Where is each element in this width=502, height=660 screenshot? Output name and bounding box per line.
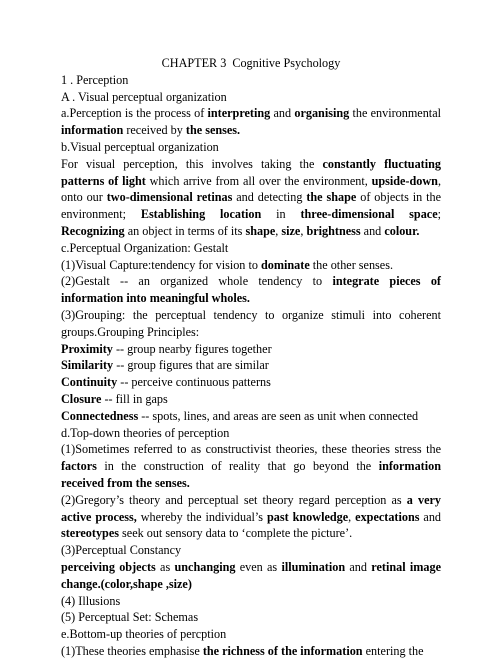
text-run: (2)Gestalt -- an organized whole tendency to — [61, 274, 333, 289]
bold-run: constantly fluctuating patterns of light — [61, 156, 441, 188]
bold-run: brightness — [306, 223, 361, 238]
paragraph-gregory-theory — [61, 492, 441, 542]
principle-proximity — [61, 341, 441, 358]
item-perceptual-set: (5) Perceptual Set: Schemas — [61, 610, 199, 625]
principle-name: Similarity — [61, 358, 114, 373]
bold-run: past knowledge — [267, 509, 349, 524]
text-run: in the construction of reality that go beyond the — [96, 459, 379, 474]
text-run: an object in terms of its — [124, 223, 246, 238]
text-run: , — [275, 223, 282, 238]
text-run: ; — [437, 207, 441, 222]
text-run: , — [300, 223, 307, 238]
bold-run: Recognizing — [61, 223, 125, 238]
text-run: and — [419, 509, 442, 524]
principle-name: Connectedness — [61, 408, 139, 423]
bold-run: a very active process, — [61, 492, 441, 524]
text-run: For visual perception, this involves taking the — [61, 156, 323, 171]
subheading-gestalt: c.Perceptual Organization: Gestalt — [61, 240, 229, 255]
principle-connectedness — [61, 408, 441, 425]
text-run: and — [360, 223, 385, 238]
text-run: the environmental — [349, 106, 441, 121]
text-run: even as — [235, 559, 282, 574]
subheading-bottom-up: e.Bottom-up theories of percption — [61, 627, 227, 642]
text-run: and — [270, 106, 295, 121]
subheading-top-down: d.Top-down theories of perception — [61, 425, 230, 440]
text-run: in — [261, 207, 301, 222]
bold-run: perceiving objects — [61, 559, 156, 574]
bold-run: integrate pieces of information into meaningful wholes. — [61, 274, 441, 306]
chapter-number: CHAPTER 3 — [161, 56, 227, 70]
section-heading-visual-organization: A . Visual perceptual organization — [61, 89, 227, 104]
principle-desc: -- spots, lines, and areas are seen as unit when connected — [138, 408, 419, 423]
text-run: , onto our — [61, 173, 441, 205]
bold-run: expectations — [355, 509, 420, 524]
item-illusions: (4) Illusions — [61, 593, 121, 608]
section-heading-perception: 1 . Perception — [61, 72, 129, 87]
paragraph-constructivist — [61, 441, 441, 491]
bold-run: Establishing — [140, 207, 206, 222]
bold-run: shape — [245, 223, 276, 238]
text-run: (1)Sometimes referred to as constructivist theories, these theories stress the — [61, 442, 441, 457]
text-run: and — [345, 559, 372, 574]
bold-run: size — [281, 223, 301, 238]
document-page — [61, 55, 441, 660]
bold-run: location — [220, 207, 262, 222]
bold-run: dominate — [260, 257, 310, 272]
paragraph-perception-definition — [61, 105, 441, 139]
bold-run: three-dimensional space — [300, 207, 438, 222]
bold-run: organising — [294, 106, 350, 121]
principle-name: Continuity — [61, 375, 118, 390]
bold-run: illumination — [281, 559, 346, 574]
subheading-perceptual-constancy: (3)Perceptual Constancy — [61, 543, 182, 558]
bold-run: the senses. — [185, 123, 241, 138]
paragraph-perceptual-constancy — [61, 559, 441, 593]
chapter-subject: Cognitive Psychology — [232, 56, 341, 70]
paragraph-bottom-up — [61, 643, 441, 660]
bold-run: interpreting — [207, 106, 271, 121]
principle-name: Closure — [61, 391, 102, 406]
subheading-visual-organization: b.Visual perceptual organization — [61, 139, 219, 154]
text-run: entering the — [362, 643, 424, 658]
bold-run: unchanging — [174, 559, 236, 574]
paragraph-visual-capture — [61, 257, 441, 274]
principle-desc: -- group figures that are similar — [113, 358, 269, 373]
text-run: the other senses. — [309, 257, 393, 272]
principle-desc: -- perceive continuous patterns — [117, 375, 271, 390]
paragraph-visual-perception — [61, 156, 441, 240]
bold-run: colour. — [384, 223, 420, 238]
bold-run: stereotypes — [61, 526, 119, 541]
text-run: (1)Visual Capture:tendency for vision to — [61, 257, 261, 272]
text-run: as — [155, 559, 175, 574]
text-run — [205, 207, 220, 221]
principle-desc: -- fill in gaps — [101, 391, 168, 406]
text-run: a.Perception is the process of — [61, 106, 208, 121]
bold-run: information — [61, 123, 124, 138]
paragraph-gestalt-whole — [61, 273, 441, 307]
text-run: and detecting — [232, 190, 307, 205]
bold-run: upside-down — [371, 173, 438, 188]
principle-closure — [61, 391, 441, 408]
bold-run: the richness of the information — [202, 643, 363, 658]
principle-continuity — [61, 374, 441, 391]
bold-run: two-dimensional retinas — [106, 190, 233, 205]
text-run: seek out sensory data to ‘complete the picture’. — [119, 526, 353, 541]
text-run: which arrive from all over the environment, — [145, 173, 372, 188]
bold-run: retinal image change.(color,shape ,size) — [61, 559, 441, 591]
bold-run: factors — [61, 459, 97, 474]
text-run: , — [348, 509, 356, 524]
principle-desc: -- group nearby figures together — [112, 341, 272, 356]
chapter-title — [61, 55, 441, 72]
bold-run: information received from the senses. — [61, 459, 441, 490]
text-run: received by — [123, 123, 186, 138]
principle-name: Proximity — [61, 341, 113, 356]
text-run: (1)These theories emphasise — [61, 643, 203, 658]
text-run: of objects in the environment; — [61, 190, 442, 222]
bold-run: the shape — [306, 190, 357, 205]
text-run: (2)Gregory’s theory and perceptual set theory regard perception as — [61, 492, 407, 507]
text-run: whereby the individual’s — [136, 509, 267, 524]
paragraph-grouping: (3)Grouping: the perceptual tendency to organize stimuli into coherent groups.Grouping Principles: — [61, 307, 441, 339]
principle-similarity — [61, 357, 441, 374]
